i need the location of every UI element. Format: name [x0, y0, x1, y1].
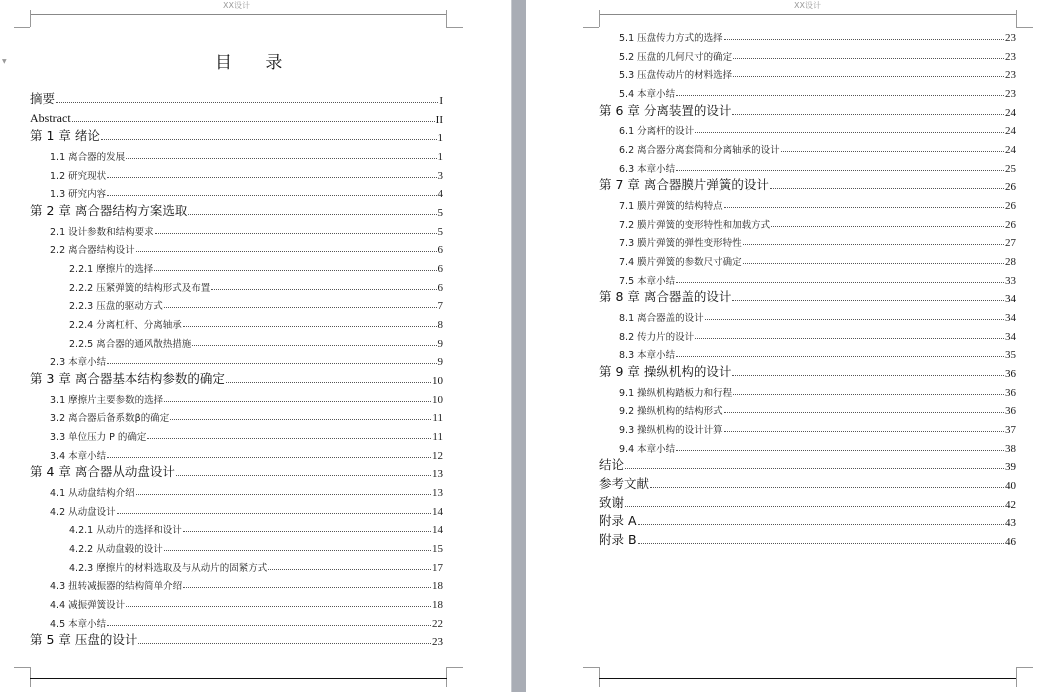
toc-entry[interactable] — [50, 222, 443, 238]
toc-entry-title: 3.4 本章小结 — [50, 450, 107, 462]
corner-mark — [446, 27, 463, 28]
dot-leader — [781, 151, 1004, 152]
toc-entry-page-number: 8 — [437, 319, 443, 332]
toc-entry[interactable] — [50, 166, 443, 182]
toc-entry[interactable] — [599, 103, 1016, 119]
toc-entry-title: 6.3 本章小结 — [619, 163, 676, 175]
dot-leader — [155, 233, 437, 234]
toc-title: 目 录 — [215, 53, 297, 73]
toc-entry-title: 2.2 离合器结构设计 — [50, 245, 135, 257]
dot-leader — [107, 625, 431, 626]
dot-leader — [638, 524, 1004, 525]
toc-entry-title: 第 9 章 操纵机构的设计 — [599, 364, 732, 380]
toc-entry[interactable] — [619, 233, 1016, 249]
dot-leader — [147, 438, 431, 439]
toc-entry-page-number: 4 — [437, 188, 443, 201]
toc-entry[interactable] — [30, 632, 443, 648]
toc-entry-page-number: 36 — [1005, 405, 1016, 418]
toc-entry-title: 5.4 本章小结 — [619, 89, 676, 100]
corner-mark — [30, 10, 31, 27]
document-page-right — [526, 0, 1060, 692]
dot-leader — [732, 300, 1004, 301]
toc-entry-page-number: 7 — [437, 300, 443, 313]
toc-entry[interactable] — [599, 457, 1016, 473]
toc-entry-title: 7.4 膜片弹簧的参数尺寸确定 — [619, 257, 742, 269]
toc-entry-page-number: 13 — [432, 468, 443, 481]
dot-leader — [183, 531, 431, 532]
toc-entry[interactable] — [619, 47, 1016, 63]
toc-entry-page-number: 9 — [437, 356, 443, 369]
toc-entry-page-number: 6 — [437, 244, 443, 257]
toc-entry-title: 4.3 扭转减振器的结构简单介绍 — [50, 581, 183, 593]
toc-entry-title: 参考文献 — [599, 476, 650, 492]
toc-entry-title: 2.2.5 离合器的通风散热措施 — [69, 338, 192, 350]
dot-leader — [136, 251, 437, 252]
dot-leader — [164, 550, 431, 551]
toc-entry[interactable] — [30, 464, 443, 480]
dot-leader — [732, 375, 1004, 376]
toc-entry-page-number: II — [435, 113, 443, 126]
corner-mark — [583, 667, 599, 668]
toc-entry-title: 6.2 离合器分离套筒和分离轴承的设计 — [619, 145, 780, 157]
toc-entry-page-number: 34 — [1005, 293, 1016, 306]
toc-entry-page-number: 36 — [1005, 368, 1016, 381]
toc-entry[interactable] — [50, 614, 443, 630]
document-page-left — [0, 0, 511, 692]
header-rule — [30, 14, 447, 15]
dot-leader — [211, 289, 436, 290]
toc-entry-page-number: 34 — [1005, 330, 1016, 343]
toc-entry-title: 3.1 摩擦片主要参数的选择 — [50, 394, 164, 406]
page-header-text: XX设计 — [794, 1, 821, 10]
toc-entry-title: 2.2.3 压盘的驱动方式 — [69, 301, 163, 313]
toc-entry-title: 8.2 传力片的设计 — [619, 331, 695, 343]
toc-entry-page-number: 23 — [1005, 88, 1016, 100]
toc-entry-page-number: 24 — [1005, 125, 1016, 138]
dot-leader — [625, 468, 1004, 469]
toc-entry[interactable] — [619, 121, 1016, 137]
toc-entry-page-number: 24 — [1005, 144, 1016, 157]
toc-entry-page-number: 28 — [1005, 256, 1016, 269]
corner-mark — [14, 667, 30, 668]
dot-leader — [126, 158, 436, 159]
toc-entry-page-number: 15 — [432, 543, 443, 556]
dot-leader — [107, 363, 436, 364]
toc-entry[interactable] — [619, 383, 1016, 399]
toc-entry[interactable] — [50, 427, 443, 443]
dot-leader — [733, 394, 1004, 395]
dot-leader — [724, 412, 1004, 413]
dot-leader — [107, 457, 431, 458]
toc-entry-title: 第 3 章 离合器基本结构参数的确定 — [30, 371, 225, 387]
toc-entry-title: 5.2 压盘的几何尺寸的确定 — [619, 51, 733, 63]
toc-entry[interactable] — [599, 495, 1016, 511]
dot-leader — [164, 401, 431, 402]
toc-entry[interactable] — [50, 184, 443, 200]
toc-entry[interactable] — [619, 345, 1016, 361]
toc-entry[interactable] — [69, 278, 443, 294]
toc-entry[interactable] — [50, 595, 443, 611]
toc-entry-title: 1.3 研究内容 — [50, 189, 107, 201]
toc-entry-page-number: 14 — [432, 524, 443, 537]
toc-entry-page-number: 13 — [432, 487, 443, 500]
toc-entry-title: 4.4 减振弹簧设计 — [50, 600, 126, 612]
toc-entry-title: 2.2.1 摩擦片的选择 — [69, 264, 154, 276]
corner-mark — [1016, 667, 1017, 687]
toc-entry-page-number: 17 — [432, 561, 443, 574]
toc-entry[interactable] — [599, 177, 1016, 193]
toc-entry-title: 第 1 章 绪论 — [30, 128, 100, 144]
toc-entry-page-number: 1 — [437, 151, 443, 163]
toc-entry-title: 1.2 研究现状 — [50, 170, 107, 182]
toc-entry[interactable] — [599, 289, 1016, 305]
dot-leader — [268, 569, 431, 570]
dot-leader — [136, 494, 431, 495]
toc-entry[interactable] — [619, 196, 1016, 212]
dot-leader — [170, 419, 431, 420]
toc-entry[interactable] — [50, 483, 443, 499]
toc-entry-page-number: 11 — [432, 431, 443, 444]
toc-entry-page-number: 11 — [432, 412, 443, 425]
toc-entry-title: 4.1 从动盘结构介绍 — [50, 488, 135, 500]
toc-entry-title: 5.3 压盘传动片的材料选择 — [619, 70, 733, 82]
dot-leader — [101, 139, 437, 140]
toc-entry-title: 摘要 — [30, 91, 56, 106]
dot-leader — [695, 338, 1004, 339]
toc-entry[interactable] — [619, 308, 1016, 324]
dot-leader — [724, 431, 1004, 432]
dot-leader — [138, 643, 431, 644]
toc-entry-title: 第 5 章 压盘的设计 — [30, 632, 138, 648]
toc-entry-title: 9.2 操纵机构的结构形式 — [619, 406, 723, 418]
toc-entry-title: 7.3 膜片弹簧的弹性变形特性 — [619, 238, 742, 250]
toc-entry-page-number: 23 — [432, 636, 443, 649]
dot-leader — [188, 214, 436, 215]
toc-entry-page-number: 36 — [1005, 386, 1016, 399]
toc-entry[interactable] — [619, 159, 1016, 175]
dot-leader — [154, 270, 436, 271]
toc-entry-title: 3.2 离合器后备系数β的确定 — [50, 413, 170, 425]
toc-entry[interactable] — [50, 576, 443, 592]
corner-mark — [30, 667, 31, 687]
toc-entry-title: 4.2.2 从动盘毂的设计 — [69, 544, 163, 556]
toc-entry-page-number: 12 — [432, 449, 443, 462]
toc-entry[interactable] — [30, 371, 443, 387]
toc-entry-title: 6.1 分离杆的设计 — [619, 126, 695, 138]
toc-entry[interactable] — [619, 140, 1016, 156]
dot-leader — [226, 382, 431, 383]
toc-entry-title: 第 6 章 分离装置的设计 — [599, 102, 732, 118]
toc-entry-page-number: 23 — [1005, 32, 1016, 44]
corner-mark — [1016, 10, 1017, 27]
toc-entry[interactable] — [619, 439, 1016, 455]
toc-entry-page-number: 6 — [437, 263, 443, 276]
dot-leader — [176, 475, 431, 476]
corner-mark — [446, 667, 463, 668]
toc-entry[interactable] — [619, 252, 1016, 268]
toc-entry-title: Abstract — [30, 110, 71, 125]
toc-entry[interactable] — [619, 420, 1016, 436]
corner-mark — [599, 10, 600, 27]
dot-leader — [183, 587, 431, 588]
toc-entry-title: 结论 — [599, 457, 625, 473]
toc-entry-page-number: 37 — [1005, 424, 1016, 437]
toc-entry[interactable] — [69, 334, 443, 350]
dot-leader — [732, 114, 1004, 115]
dot-leader — [625, 506, 1004, 507]
toc-entry-title: 8.3 本章小结 — [619, 350, 676, 362]
toc-entry-title: 4.2 从动盘设计 — [50, 506, 116, 518]
toc-entry[interactable] — [619, 84, 1016, 100]
toc-entry[interactable] — [599, 513, 1016, 529]
toc-entry[interactable] — [50, 390, 443, 406]
dot-leader — [56, 102, 438, 103]
dot-leader — [183, 326, 437, 327]
collapse-marker-icon: ▼ — [2, 58, 7, 65]
toc-entry[interactable] — [30, 128, 443, 144]
toc-entry-title: 第 2 章 离合器结构方案选取 — [30, 203, 188, 219]
toc-entry-page-number: 40 — [1005, 480, 1016, 493]
dot-leader — [164, 307, 437, 308]
footer-rule — [599, 678, 1016, 679]
toc-entry-page-number: 43 — [1005, 517, 1016, 530]
toc-entry-title: 7.5 本章小结 — [619, 275, 676, 287]
dot-leader — [733, 76, 1004, 77]
corner-mark — [446, 667, 447, 687]
dot-leader — [638, 543, 1004, 544]
dot-leader — [770, 188, 1004, 189]
corner-mark — [446, 10, 447, 27]
toc-entry-page-number: 18 — [432, 599, 443, 612]
dot-leader — [705, 319, 1004, 320]
toc-entry[interactable] — [619, 401, 1016, 417]
toc-entry-page-number: 9 — [437, 337, 443, 350]
toc-entry[interactable] — [619, 65, 1016, 81]
toc-entry[interactable] — [50, 408, 443, 424]
toc-entry-title: 7.2 膜片弹簧的变形特性和加载方式 — [619, 219, 771, 231]
dot-leader — [107, 195, 436, 196]
toc-entry-title: 4.2.3 摩擦片的材料选取及与从动片的固紧方式 — [69, 562, 268, 574]
corner-mark — [583, 27, 599, 28]
dot-leader — [676, 95, 1004, 96]
toc-entry-page-number: 39 — [1005, 461, 1016, 474]
dot-leader — [117, 513, 431, 514]
dot-leader — [126, 606, 431, 607]
toc-entry-page-number: 33 — [1005, 274, 1016, 287]
toc-entry[interactable] — [619, 215, 1016, 231]
toc-entry[interactable] — [619, 327, 1016, 343]
toc-entry[interactable] — [599, 532, 1016, 548]
toc-entry[interactable] — [69, 296, 443, 312]
toc-entry[interactable] — [69, 558, 443, 574]
toc-entry-page-number: 42 — [1005, 498, 1016, 511]
toc-entry-title: 3.3 单位压力 P 的确定 — [50, 432, 147, 444]
toc-entry-title: 1.1 离合器的发展 — [50, 152, 126, 163]
toc-entry[interactable] — [69, 520, 443, 536]
dot-leader — [676, 282, 1004, 283]
dot-leader — [676, 356, 1004, 357]
dot-leader — [771, 226, 1004, 227]
toc-entry[interactable] — [30, 203, 443, 219]
toc-entry-title: 9.3 操纵机构的设计计算 — [619, 425, 723, 437]
toc-entry-title: 2.2.4 分离杠杆、分离轴承 — [69, 320, 182, 332]
toc-entry-title: 第 8 章 离合器盖的设计 — [599, 289, 732, 305]
page-header-text: XX设计 — [223, 1, 250, 10]
toc-entry[interactable] — [599, 364, 1016, 380]
dot-leader — [743, 244, 1004, 245]
toc-entry-title: 附录 A — [599, 513, 637, 529]
toc-entry-page-number: 5 — [437, 225, 443, 238]
toc-entry[interactable] — [30, 91, 443, 107]
toc-entry-title: 4.5 本章小结 — [50, 618, 107, 630]
toc-entry[interactable] — [50, 446, 443, 462]
toc-entry-page-number: 22 — [432, 617, 443, 630]
toc-entry-page-number: 14 — [432, 505, 443, 518]
toc-entry-page-number: I — [439, 95, 443, 107]
toc-entry[interactable] — [599, 476, 1016, 492]
toc-entry-title: 附录 B — [599, 532, 637, 548]
toc-entry-page-number: 26 — [1005, 181, 1016, 194]
toc-entry-title: 2.2.2 压紧弹簧的结构形式及布置 — [69, 282, 211, 294]
dot-leader — [192, 345, 436, 346]
header-rule — [599, 14, 1016, 15]
dot-leader — [695, 132, 1004, 133]
toc-entry-page-number: 26 — [1005, 218, 1016, 231]
page-gap — [511, 0, 527, 692]
corner-mark — [1016, 27, 1033, 28]
dot-leader — [107, 177, 436, 178]
dot-leader — [72, 121, 435, 122]
toc-entry[interactable] — [50, 502, 443, 518]
toc-entry-title: 5.1 压盘传力方式的选择 — [619, 33, 723, 44]
dot-leader — [676, 170, 1004, 171]
toc-entry-page-number: 27 — [1005, 237, 1016, 250]
corner-mark — [14, 27, 30, 28]
toc-entry-title: 8.1 离合器盖的设计 — [619, 313, 704, 325]
dot-leader — [650, 487, 1004, 488]
toc-entry-title: 2.1 设计参数和结构要求 — [50, 226, 154, 238]
toc-entry-title: 9.4 本章小结 — [619, 443, 676, 455]
toc-entry-page-number: 34 — [1005, 312, 1016, 325]
toc-entry-page-number: 38 — [1005, 442, 1016, 455]
toc-entry-title: 4.2.1 从动片的选择和设计 — [69, 525, 182, 537]
dot-leader — [733, 58, 1004, 59]
toc-entry-page-number: 10 — [432, 393, 443, 406]
toc-entry[interactable] — [619, 271, 1016, 287]
toc-entry-page-number: 35 — [1005, 349, 1016, 362]
dot-leader — [724, 207, 1004, 208]
toc-entry-page-number: 5 — [437, 207, 443, 220]
toc-entry[interactable] — [619, 28, 1016, 44]
toc-entry-title: 第 7 章 离合器膜片弹簧的设计 — [599, 177, 769, 193]
toc-entry-page-number: 3 — [437, 169, 443, 182]
toc-entry-page-number: 18 — [432, 580, 443, 593]
toc-entry[interactable] — [50, 352, 443, 368]
corner-mark — [599, 667, 600, 687]
toc-entry-title: 第 4 章 离合器从动盘设计 — [30, 464, 175, 480]
dot-leader — [724, 39, 1004, 40]
toc-entry-page-number: 46 — [1005, 536, 1016, 549]
toc-entry[interactable] — [69, 259, 443, 275]
dot-leader — [676, 450, 1004, 451]
toc-entry-page-number: 24 — [1005, 106, 1016, 119]
toc-entry-page-number: 23 — [1005, 69, 1016, 82]
toc-entry-title: 致谢 — [599, 494, 625, 510]
toc-entry[interactable] — [50, 240, 443, 256]
dot-leader — [743, 263, 1004, 264]
toc-entry-page-number: 25 — [1005, 162, 1016, 175]
toc-entry[interactable] — [69, 315, 443, 331]
toc-entry-page-number: 26 — [1005, 200, 1016, 213]
toc-entry-page-number: 10 — [432, 375, 443, 388]
toc-entry-title: 7.1 膜片弹簧的结构特点 — [619, 201, 723, 213]
toc-entry-page-number: 23 — [1005, 50, 1016, 63]
toc-entry[interactable] — [30, 110, 443, 126]
toc-entry-title: 2.3 本章小结 — [50, 357, 107, 369]
toc-entry[interactable] — [69, 539, 443, 555]
corner-mark — [1016, 667, 1033, 668]
footer-rule — [30, 678, 447, 679]
toc-entry-title: 9.1 操纵机构踏板力和行程 — [619, 387, 733, 399]
toc-entry[interactable] — [50, 147, 443, 163]
toc-entry-page-number: 6 — [437, 281, 443, 294]
toc-entry-page-number: 1 — [437, 132, 443, 145]
